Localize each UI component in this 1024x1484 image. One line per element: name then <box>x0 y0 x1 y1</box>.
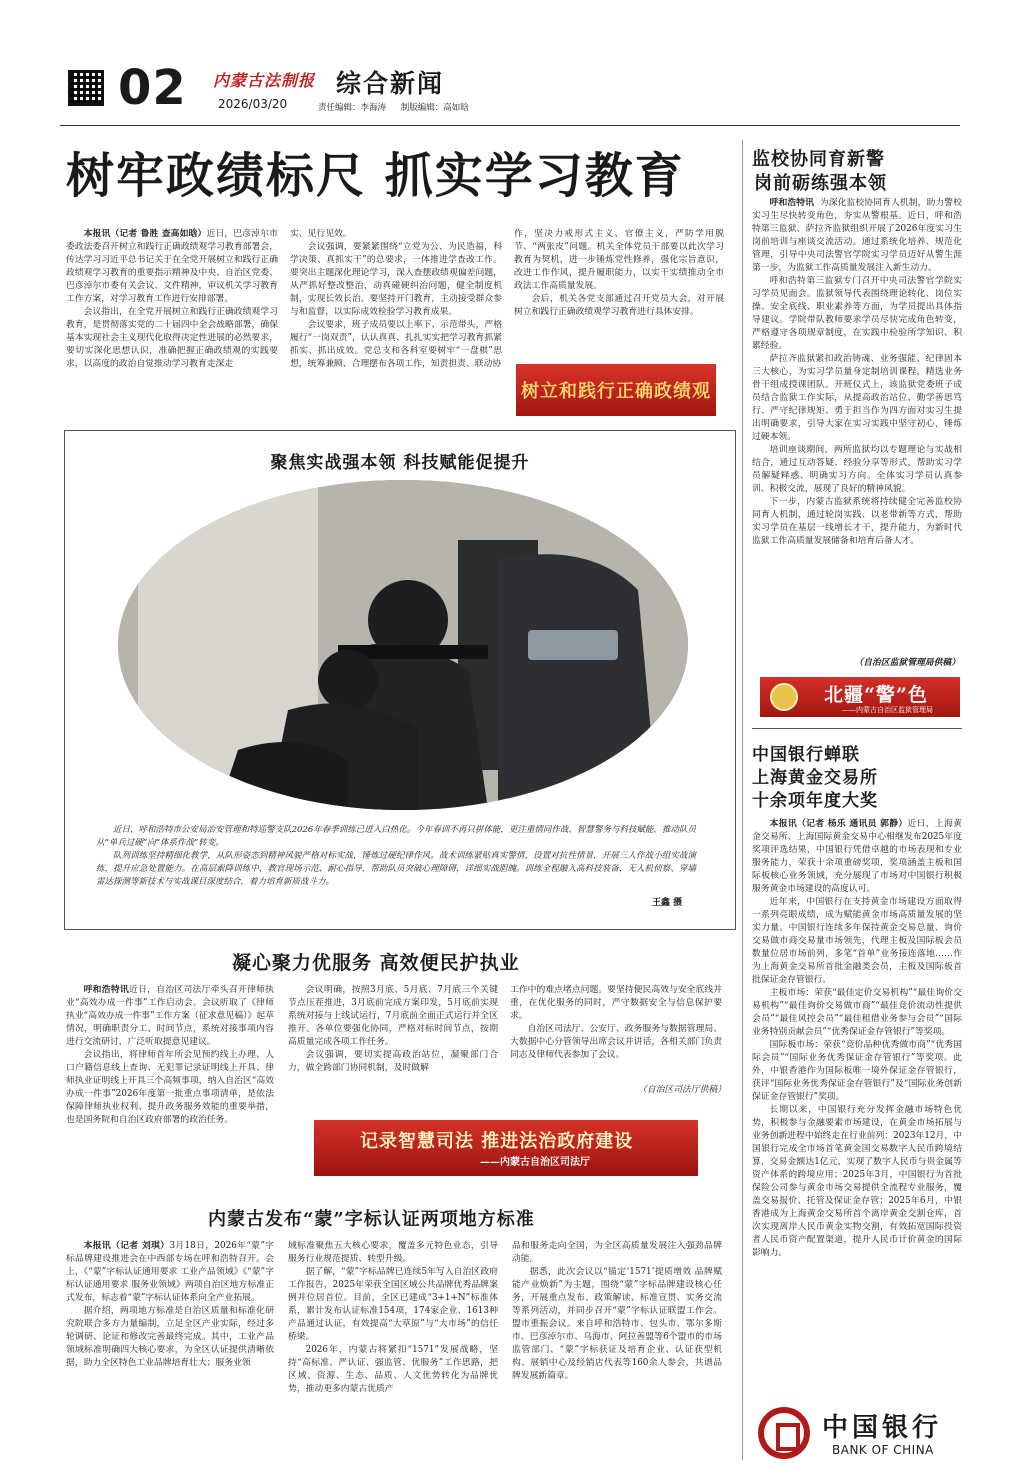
right1-lead: 呼和浩特讯 <box>769 198 815 208</box>
editor-name: 责任编辑：李海涛 <box>318 103 387 113</box>
article1-paragraph: 实、见行见效。 <box>290 229 352 239</box>
article3-column-3 <box>512 1240 722 1456</box>
right2-lead: 本报讯（记者 杨乐 通讯员 郭静） <box>769 819 908 829</box>
correct-performance-banner: 树立和践行正确政绩观 <box>516 364 716 416</box>
article2-headline: 凝心聚力优服务 高效便民护执业 <box>232 952 520 974</box>
article2-source: （自治区司法厅供稿） <box>638 1085 726 1095</box>
article3-paragraph: 域标准聚焦五大核心要求，覆盖多元特色业态，引导服务行业规范提质、转型升级。 <box>288 1241 498 1264</box>
right1-headline-line: 监校协同育新警 <box>752 149 885 170</box>
article2-column-1 <box>66 984 274 1180</box>
article3-headline: 内蒙古发布“蒙”字标认证两项地方标准 <box>208 1209 535 1230</box>
swat-training-photo[interactable] <box>118 480 688 810</box>
article2-column-3 <box>510 984 722 1080</box>
smart-justice-banner-title: 记录智慧司法 推进法治政府建设 <box>360 1131 634 1152</box>
right2-headline <box>752 744 878 813</box>
police-color-banner-title: 北疆“警”色 <box>824 684 928 706</box>
article3-column-2 <box>288 1240 498 1456</box>
article2-paragraph: 工作中的难点堵点问题。要坚持便民高效与安全底线并重，在优化服务的同时，严守数据安全与信息保护要求。 <box>510 985 722 1021</box>
right2-paragraph: 长期以来，中国银行充分发挥金融市场特色优势，积极参与金融要素市场建设，在黄金市场拓展与业务创新进程中始终走在行业前列：2023年12月，中国银行完成全市场首笔黄金国交易数字人民币跨境结算，交易金额达1亿元，实现了数字人民币与贵金属等资产体系的跨境应用；2025年3月，中国银行为首批保险公司参与黄金市场交易提供全流程专业服务，覆盖交易报价、托管及保证金存管；2025年6月，中银香港成为上海黄金交易所首个离岸黄金交割仓库，首次实现离岸人民币黄金实物交割，有效拓宽国际投资者人民币资产配置渠道，提升人民币计价黄金的国际影响力。 <box>752 1105 962 1258</box>
right1-paragraph: 下一步，内蒙古监狱系统将持续健全完善监校协同育人机制，通过轮岗实践、以老带新等方式，帮助实习学员在基层一线增长才干，提升能力，为新时代监狱工作高质量发展储备和培育后备人才。 <box>752 497 962 546</box>
article2-lead: 呼和浩特讯 <box>83 985 129 995</box>
bank-of-china-name-en: BANK OF CHINA <box>832 1443 934 1457</box>
article1-paragraph: 会议强调，要紧紧围绕“立党为公、为民造福，科学决策、真抓实干”的总要求，一体推进学查改工作。要突出主题深化理论学习，深入查摆政绩观偏差问题，从严抓好整改整治，动真碰硬纠治问题，健全制度机制，实现长效长治。要坚持开门教育，主动接受群众参与和监督，以实际成效检验学习教育成果。 <box>290 242 502 317</box>
right1-headline <box>752 148 887 196</box>
article2-paragraph: 近日，自治区司法厅牵头召开律师执业“高效办成一件事”工作启动会。会议听取了《律师执业“高效办成一件事”工作方案（征求意见稿）》起草情况，明确职责分工、时间节点，系统对接事项内容进行交流研讨，广泛听取提意见建议。 <box>66 985 274 1047</box>
article3-paragraph: 据了解，“蒙”字标品牌已连续5年写入自治区政府工作报告，2025年荣获全国区域公共品牌优秀品牌案例并位居首位。目前，全区已建成“3+1+N”标准体系，累计发布认证标准154项，174家企业、1613种产品通过认证，有效提高“大草原”与“大市场”的信任桥梁。 <box>288 1267 498 1342</box>
right1-source: （自治区监狱管理局供稿） <box>854 658 960 668</box>
right1-paragraph: 培训座谈期间，两所监狱均以专题理论与实战相结合，通过互动答疑、经验分享等形式，帮助实习学员解疑释惑、明确实习方向。全体实习学员认真参训、积极交流，展现了良好的精神风貌。 <box>752 445 962 494</box>
article3-paragraph: 3月18日，2026年“蒙”字标品牌建设推进会在中西部专场在呼和浩特召开。会上，《“蒙”字标认证通用要求 工业产品领域》《“蒙”字标认证通用要求 服务业领域》两项自治区地方标准正式发布，标志着“蒙”字标认证体系向全产业拓展。 <box>66 1241 274 1303</box>
police-emblem-icon <box>770 683 798 711</box>
right1-paragraph: 萨拉齐监狱紧扣政治铸魂、业务强能、纪律固本三大核心，为实习学员量身定制培训课程，精选业务骨干组成授课团队。开班仪式上，该监狱党委班子成员结合监狱工作实际，从提高政治站位、勤学善思笃行、严守纪律规矩、勇于担当作为四方面对实习生提出明确要求，引导大家在实习实践中坚守初心，锤炼过硬本领。 <box>752 354 962 442</box>
article3-lead: 本报讯（记者 刘琪） <box>83 1241 170 1251</box>
right2-headline-line: 十余项年度大奖 <box>752 791 878 811</box>
article2-paragraph: 会议指出，将律师首年所会见预约线上办理、人口户籍信息线上查询、无犯罪记录证明线上开具、律师执业证明线上开具三个高频事项，纳入自治区“高效办成一件事”2026年度第一批重点事项清单，是依法保障律师执业权利、提升政务服务效能的重要举措，也是国务院和自治区政府部署的政治任务。 <box>66 1050 274 1125</box>
article1-column-2 <box>290 228 502 418</box>
caption-paragraph: 队列训练坚持精细化教学，从队形姿态到精神风貌严格对标实战，锤炼过硬纪律作风。战术训练紧贴真实警情，设置对抗性情景，开展三人作战小组实战演练，提升应急处置能力。在高层索降训练中，教官现场示范、耐心指导，帮助队员突破心理障碍，详细实战胆魄。训练全程融入高科技装备，无人机侦察、穿墙雷达探测等新技术与实战课目深度结合，着力培育新质战斗力。 <box>96 851 696 887</box>
right-section-rule <box>752 728 962 729</box>
qr-code-icon[interactable] <box>68 70 104 106</box>
page-number: 02 <box>118 60 187 116</box>
section-title: 综合新闻 <box>336 69 445 98</box>
police-color-banner <box>760 677 960 717</box>
editor-credits <box>318 101 481 113</box>
article1-paragraph: 会议要求，班子成员要以上率下、示范带头，严格履行“一岗双责”，认认真真、扎扎实实把学习教育抓紧抓实、抓出成效。党总支和各科室要树牢“一盘棋”思想，统筹兼顾、合理摆布各项工作，知责担责、联动协 <box>290 320 502 369</box>
masthead <box>0 0 1024 130</box>
bank-of-china-name-cn: 中国银行 <box>822 1413 943 1443</box>
article2-paragraph: 自治区司法厅、公安厅、政务服务与数据管理局、大数据中心分管领导出席会议并讲话，各相关部门负责同志及律师代表参加了会议。 <box>510 1024 722 1060</box>
bank-of-china-logo <box>752 1405 962 1465</box>
article3-paragraph: 据悉，此次会议以“锚定‘1571’提质增效 品牌赋能产业焕新”为主题，围绕“蒙”字标品牌建设核心任务，开展重点发布、政策解读、标准宣贯、实务交流等系列活动，并同步召开“蒙”字标认证联盟工作会。盟市重振会议。来自呼和浩特市、包头市、鄂尔多斯市、巴彦淖尔市、乌海市、阿拉善盟等6个盟市的市场监管部门、“蒙”字标获证及培育企业、认证获型机构、展销中心及经销店代表等160余人参会，共谱品牌发展新篇章。 <box>512 1267 722 1381</box>
police-color-banner-subtitle: ——内蒙古自治区监狱管理局 <box>842 706 933 714</box>
article1-paragraph: 会议指出，在全党开展树立和践行正确政绩观学习教育，是贯彻落实党的二十届四中全会战略部署，确保基本实现社会主义现代化取得决定性进展的必然要求，要切实深化思想认识，准确把握正确政绩观的实践要求，以高度的政治自觉推动学习教育走深走 <box>66 307 278 369</box>
issue-date: 2026/03/20 <box>218 97 288 111</box>
swat-officers-illustration <box>118 480 688 810</box>
smart-justice-banner-subtitle: ——内蒙古自治区司法厅 <box>480 1157 590 1168</box>
photo-caption <box>96 824 696 889</box>
right1-paragraph: 呼和浩特第三监狱专门召开中央司法警官学院实习学员见面会。监狱领导代表围绕理论转化、岗位实操、安全底线、职业素养等方面，为学员提出具体指导建议。学院带队教师要求学员尽快完成角色转变，严格遵守各项规章制度，在实践中检验所学知识、积累经验。 <box>752 276 962 351</box>
lead-headline: 树牢政绩标尺 抓实学习教育 <box>66 148 685 204</box>
article1-lead: 本报讯（记者 鲁胜 查高如晗） <box>83 229 207 239</box>
photo-credit: 王鑫 摄 <box>652 898 683 908</box>
article3-paragraph: 据介绍，两项地方标准是自治区质量和标准化研究院联合多方力量编制，立足全区产业实际，经过多轮调研、论证和修改完善最终完成。其中，工业产品领域标准明确四大核心要求，为全区认证提供清晰依据，助力全区特色工业品牌培育壮大；服务业领 <box>66 1306 274 1368</box>
paper-logo: 内蒙古法制报 <box>213 71 316 90</box>
right2-headline-line: 中国银行蝉联 <box>752 745 860 765</box>
header-rule <box>60 125 960 126</box>
article2-paragraph: 会议明确，按照3月底、5月底、7月底三个关键节点压茬推进，3月底前完成方案印发，5月底前实现系统对接与上线试运行，7月底前全面正式运行并全区推开。各单位要强化协同，严格对标时间节点，按期高质量完成各项工作任务。 <box>288 985 498 1047</box>
layout-editor-name: 制版编辑：高如晗 <box>400 103 469 113</box>
caption-paragraph: 近日，呼和浩特市公安局治安管理和特巡警支队2026年春季训练已进入白热化。今年春训不再只拼体能，更注重情同作战、智慧警务与科技赋能，推动队员从“单兵过硬”向“体系作战”转变。 <box>96 825 696 848</box>
bank-of-china-emblem-icon <box>758 1407 810 1459</box>
right2-headline-line: 上海黄金交易所 <box>752 768 878 788</box>
right2-body <box>752 818 962 1400</box>
right2-paragraph: 近日，上海黄金交易所、上海国际黄金交易中心相继发布2025年度奖项评选结果，中国银行凭借卓越的市场表现和专业服务能力，荣获十余项重磅奖项，奖项涵盖主板和国际板核心业务领域，充分展现了市场对中国银行积极服务黄金市场建设的高度认可。 <box>752 819 962 894</box>
article1-paragraph: 近日，巴彦淖尔市委政法委召开树立和践行正确政绩观学习教育部署会，传达学习习近平总书记关于在全党开展树立和践行正确政绩观学习教育的重要指示精神及中央、自治区党委、巴彦淖尔市委有关会议、文件精神，审议机关学习教育工作方案，对学习教育工作进行安排部署。 <box>66 229 278 304</box>
smart-justice-banner <box>314 1120 698 1176</box>
article3-column-1 <box>66 1240 274 1456</box>
article1-column-3 <box>514 228 724 352</box>
right-column-divider <box>742 140 743 1460</box>
right2-paragraph: 近年来，中国银行在支持黄金市场建设方面取得一系列亮眼成绩，成为赋能黄金市场高质量发展的坚实力量。中国银行连续多年保持黄金交易总量、询价交易做市商交易量市场领先，代理主板及国际板会员数量位居市场前列，多笔“首单”业务接连落地……作为上海黄金交易所首批金融类会员，主板及国际板首批保证金存管银行。 <box>752 897 962 985</box>
article2-paragraph: 会议强调，要切实提高政治站位，凝聚部门合力，做全跨部门协同机制，及时做解 <box>288 1050 498 1073</box>
article1-paragraph: 会后，机关各党支部通过召开党员大会，对开展树立和践行正确政绩观学习教育进行具体安排。 <box>514 294 724 317</box>
article1-paragraph: 作，坚决力戒形式主义、官僚主义，严防学用脱节、“两张皮”问题。机关全体党员干部要以此次学习教育为契机，进一步锤炼党性修养，强化宗旨意识，改进工作作风，提升履职能力，以实干实绩推动全市政法工作高质量发展。 <box>514 229 724 291</box>
photo-feature-title: 聚焦实战强本领 科技赋能促提升 <box>270 453 530 473</box>
article2-column-2 <box>288 984 498 1110</box>
article1-column-1 <box>66 228 278 418</box>
right2-paragraph: 国际板市场：荣获“竞价品种优秀做市商”“优秀国际会员”“国际业务优秀保证金存管银行”等奖项。此外，中银香港作为国际板唯一境外保证金存管银行，获评“国际业务优秀保证金存管银行”及“国际业务创新保证金存管银行”奖项。 <box>752 1040 962 1102</box>
right1-headline-line: 岗前砺练强本领 <box>754 173 887 194</box>
right2-paragraph: 主板市场：荣获“最佳定价交易机构”“最佳询价交易机构”“最佳询价交易做市商”“最佳竞价流动性提供会员”“最佳风控会员”“最佳租借业务参与会员”“国际业务特别贡献会员”“优秀保证金存管银行”等奖项。 <box>752 988 962 1037</box>
right1-body <box>752 197 962 645</box>
article3-paragraph: 品和服务走向全国，为全区高质量发展注入强劲品牌动能。 <box>512 1241 722 1264</box>
right1-paragraph: 为深化监校协同育人机制，助力警校实习生尽快转变角色，夯实从警根基。近日，呼和浩特第三监狱、萨拉齐监狱组织开展了2026年度实习生岗前培训与座谈交流活动。通过系统化培养、规范化管理，引导中央司法警官学院实习学员迈好从警生涯第一步，为监狱工作高质量发展注入新生动力。 <box>752 198 962 273</box>
article3-paragraph: 2026年，内蒙古将紧扣“1571”发展战略，坚持“高标准、严认证、强监管、优服务”工作思路，把区域、资源、生态、品质、人文优势转化为品牌优势，推动更多内蒙古优质产 <box>288 1345 498 1394</box>
